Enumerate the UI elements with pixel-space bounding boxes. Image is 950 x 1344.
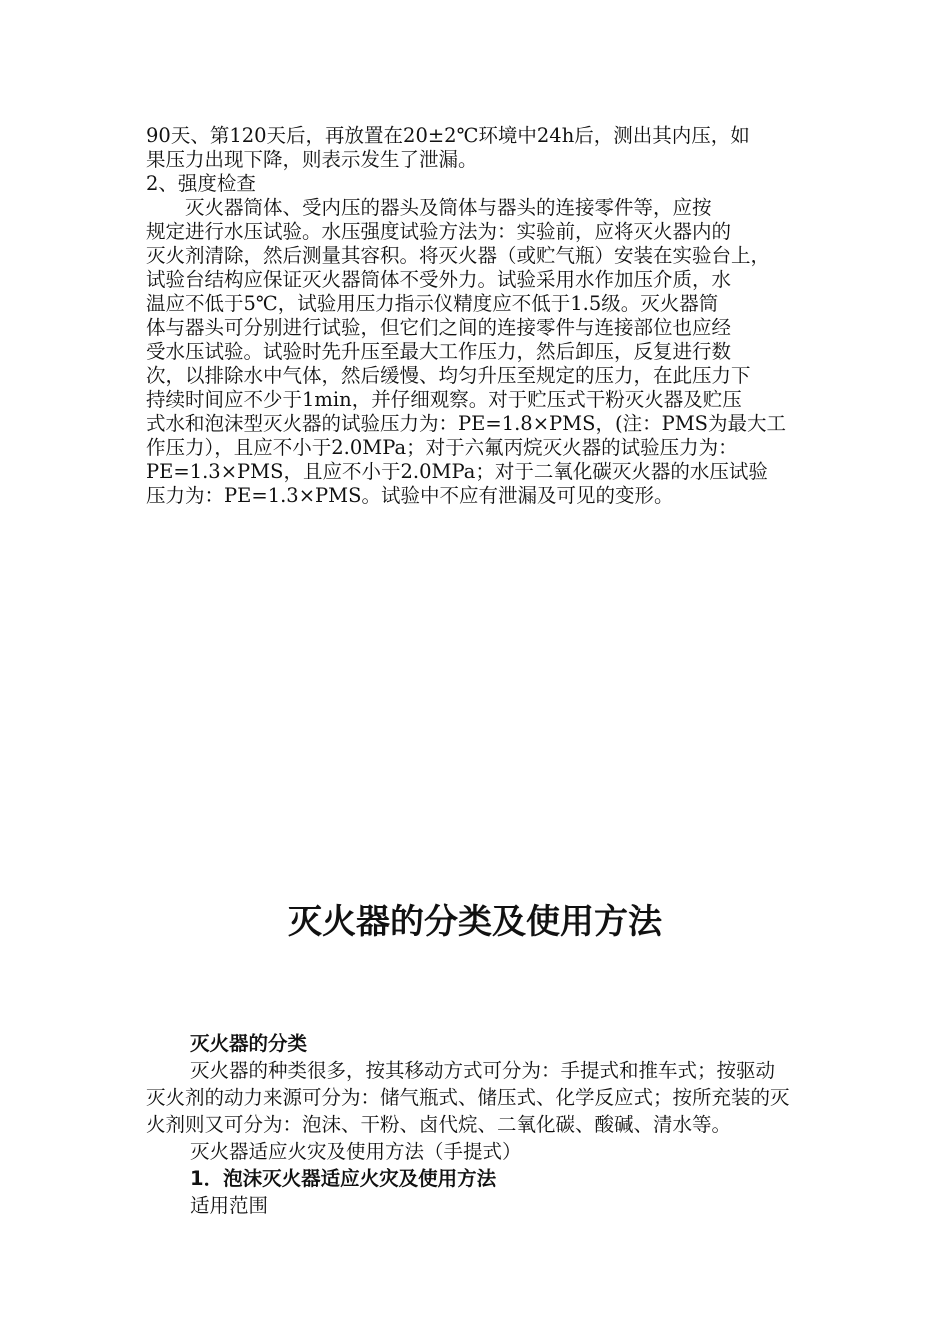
text-line: 体与器头可分别进行试验，但它们之间的连接零件与连接部位也应经: [146, 316, 732, 339]
text-line: 灭火器筒体、受内压的器头及筒体与器头的连接零件等，应按: [146, 196, 712, 219]
body-text-section-1: [146, 124, 816, 508]
text-line: 温应不低于5℃，试验用压力指示仪精度应不低于1.5级。灭火器筒: [146, 292, 719, 315]
text-line: 次，以排除水中气体，然后缓慢、均匀升压至规定的压力，在此压力下: [146, 364, 751, 387]
body-text-section-2: [146, 1030, 856, 1219]
text-line: 火剂则又可分为：泡沫、干粉、卤代烷、二氧化碳、酸碱、清水等。: [146, 1113, 732, 1136]
text-line: 果压力出现下降，则表示发生了泄漏。: [146, 148, 478, 171]
text-line: 受水压试验。试验时先升压至最大工作压力，然后卸压，反复进行数: [146, 340, 732, 363]
usage-sub-heading: 灭火器适应火灾及使用方法（手提式）: [190, 1140, 522, 1163]
text-line: PE=1.3×PMS，且应不小于2.0MPa；对于二氧化碳灭火器的水压试验: [146, 460, 768, 483]
text-line: 压力为：PE=1.3×PMS。试验中不应有泄漏及可见的变形。: [146, 484, 674, 507]
text-line: 式水和泡沫型灭火器的试验压力为：PE=1.8×PMS，(注：PMS为最大工: [146, 412, 787, 435]
text-line: 灭火器的种类很多，按其移动方式可分为：手提式和推车式；按驱动: [190, 1059, 776, 1082]
text-line: 灭火剂的动力来源可分为：储气瓶式、储压式、化学反应式；按所充装的灭: [146, 1086, 790, 1109]
section-heading-strength-check: 2、强度检查: [146, 172, 256, 195]
document-title: 灭火器的分类及使用方法: [288, 902, 662, 942]
text-line: 90天、第120天后，再放置在20±2℃环境中24h后，测出其内压，如: [146, 124, 750, 147]
text-line: 持续时间应不少于1min，并仔细观察。对于贮压式干粉灭火器及贮压: [146, 388, 742, 411]
scope-label: 适用范围: [190, 1194, 269, 1217]
text-line: 试验台结构应保证灭火器筒体不受外力。试验采用水作加压介质，水: [146, 268, 732, 291]
text-line: 灭火剂清除，然后测量其容积。将灭火器（或贮气瓶）安装在实验台上，: [146, 244, 771, 267]
foam-extinguisher-heading: 1．泡沫灭火器适应火灾及使用方法: [190, 1167, 497, 1190]
text-line: 作压力），且应不小于2.0MPa；对于六氟丙烷灭火器的试验压力为：: [146, 436, 738, 459]
text-line: 规定进行水压试验。水压强度试验方法为：实验前，应将灭火器内的: [146, 220, 732, 243]
classification-heading: 灭火器的分类: [190, 1032, 308, 1055]
